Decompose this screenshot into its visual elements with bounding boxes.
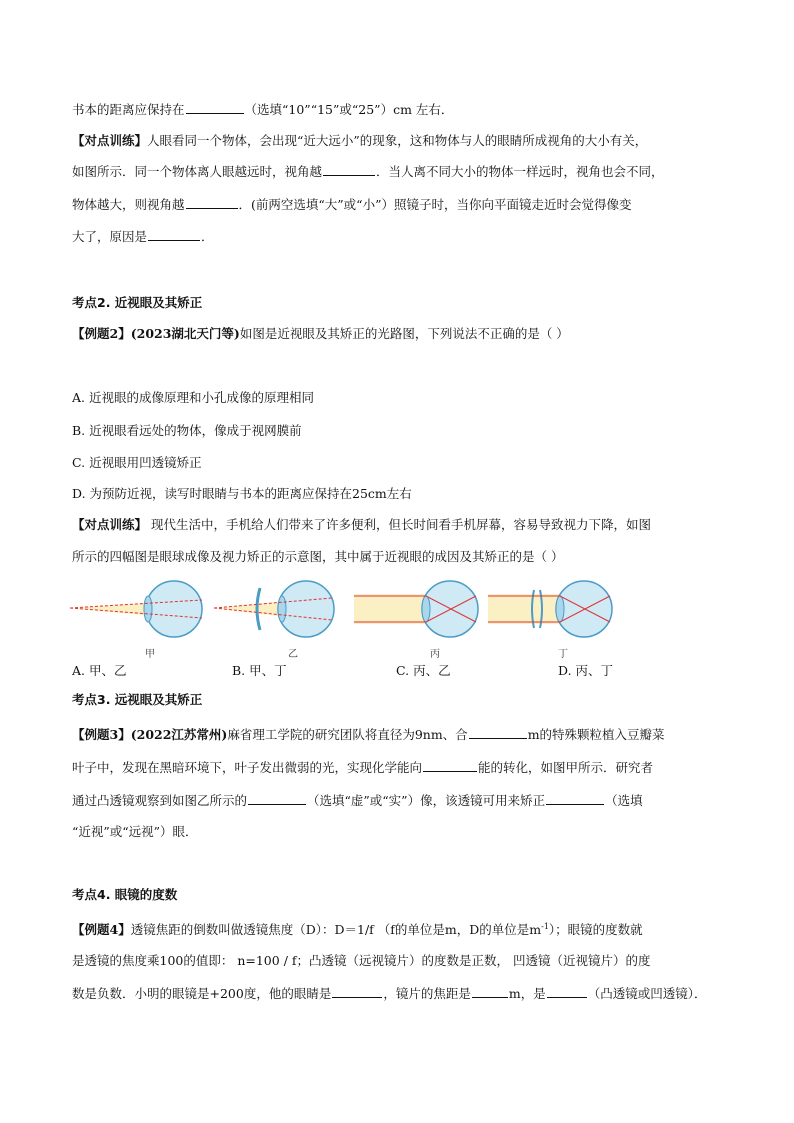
train1-line2 — [72, 163, 664, 181]
example4-text: 透镜焦距的倒数叫做透镜焦度（D）：D＝1/f （f的单位是m，D的单位是m — [130, 922, 542, 938]
train1-text: 大了，原因是 — [72, 229, 148, 244]
example-text: 如图是近视眼及其矫正的光路图，下列说法不正确的是（ ） — [239, 326, 569, 341]
example-tag: 【例题4】 — [72, 922, 131, 938]
figure-label-jia: 甲 — [145, 649, 155, 660]
choice-a[interactable]: A. 甲、乙 — [72, 663, 127, 678]
choice-b[interactable]: B. 甲、丁 — [232, 663, 287, 678]
train2-line2: 所示的四幅图是眼球成像及视力矫正的示意图，其中属于近视眼的成因及其矫正的是（ ） — [72, 549, 564, 564]
example4-line2: 是透镜的焦度乘100的值即： n=100 / f；凸透镜（远视镜片）的度数是正数， 凹透镜（近视镜片）的度 — [72, 953, 651, 968]
intro-text: 书本的距离应保持在 — [72, 102, 185, 117]
eye-diagram-jia — [68, 578, 208, 642]
example4-text: （凸透镜或凹透镜）． — [587, 986, 707, 1001]
choice-d[interactable]: D. 丙、丁 — [558, 663, 614, 678]
example3-text: m的特殊颗粒植入豆瓣菜 — [527, 727, 665, 742]
section-heading-3: 考点3. 远视眼及其矫正 — [72, 692, 203, 707]
example3-text: （选填 — [605, 793, 643, 808]
example3-text: 能的转化，如图甲所示．研究者 — [478, 760, 654, 775]
train2-line1 — [72, 516, 651, 534]
train-tag: 【对点训练】 — [72, 133, 148, 148]
answer-blank[interactable] — [469, 726, 527, 739]
unit-exponent: -1 — [541, 922, 549, 931]
train1-line3 — [72, 196, 631, 214]
example3-text: 叶子中，发现在黑暗环境下，叶子发出微弱的光，实现化学能向 — [72, 760, 423, 775]
light-beam — [354, 594, 426, 624]
train1-text: 人眼看同一个物体，会出现“近大远小”的现象，这和物体与人的眼睛所成视角的大小有关， — [147, 133, 648, 148]
option-d[interactable]: D. 为预防近视，读写时眼睛与书本的距离应保持在25cm左右 — [72, 486, 412, 501]
eye-diagram-yi — [212, 578, 342, 642]
example-source: (2022江苏常州) — [130, 727, 228, 742]
example3-line4: “近视”或“远视”）眼． — [72, 824, 198, 839]
eye-lens — [556, 596, 564, 622]
example3-text: 麻省理工学院的研究团队将直径为9nm、合 — [227, 727, 468, 742]
option-a[interactable]: A. 近视眼的成像原理和小孔成像的原理相同 — [72, 390, 314, 405]
train1-line1 — [72, 132, 647, 150]
train2-text: 现代生活中，手机给人们带来了许多便利，但长时间看手机屏幕，容易导致视力下降，如图 — [147, 517, 651, 532]
answer-blank[interactable] — [248, 792, 306, 805]
section-heading-4: 考点4. 眼镜的度数 — [72, 887, 178, 902]
light-beam — [488, 594, 560, 624]
answer-blank[interactable] — [323, 163, 375, 176]
choice-c[interactable]: C. 丙、乙 — [396, 663, 451, 678]
example3-text: （选填“虚”或“实”）像，该透镜可用来矫正 — [307, 793, 546, 808]
eye-diagram-bing — [352, 578, 482, 642]
train1-text: ．(前两空选填“大”或“小”）照镜子时，当你向平面镜走近时会觉得像变 — [238, 197, 632, 212]
answer-blank[interactable] — [148, 228, 200, 241]
example3-text: 通过凸透镜观察到如图乙所示的 — [72, 793, 248, 808]
example-tag: 【例题3】 — [72, 727, 131, 742]
example4-text: ，镜片的焦距是 — [383, 986, 471, 1001]
answer-blank[interactable] — [186, 101, 244, 114]
option-c[interactable]: C. 近视眼用凹透镜矫正 — [72, 455, 202, 470]
example3-line3 — [72, 792, 643, 810]
example2-stem — [72, 325, 569, 343]
answer-blank[interactable] — [186, 196, 238, 209]
example4-text: 数是负数．小明的眼镜是+200度，他的眼睛是 — [72, 986, 332, 1001]
example4-text: m，是 — [508, 986, 546, 1001]
answer-blank[interactable] — [423, 759, 477, 772]
eyeball — [146, 581, 202, 637]
answer-blank[interactable] — [472, 985, 508, 998]
answer-blank[interactable] — [546, 792, 604, 805]
example3-line1 — [72, 726, 665, 744]
figure-label-ding: 丁 — [558, 649, 568, 660]
eye-lens — [144, 596, 152, 622]
train1-text: 物体越大，则视角越 — [72, 197, 185, 212]
train1-line4 — [72, 228, 214, 246]
option-b[interactable]: B. 近视眼看远处的物体，像成于视网膜前 — [72, 423, 302, 438]
train-tag: 【对点训练】 — [72, 517, 148, 532]
answer-blank[interactable] — [547, 985, 587, 998]
eye-lens — [422, 596, 430, 622]
example-source: (2023湖北天门等) — [130, 326, 240, 341]
train1-text: 如图所示．同一个物体离人眼越远时，视角越 — [72, 164, 323, 179]
train1-text: ． — [201, 229, 214, 244]
example4-text: ）；眼镜的度数就 — [548, 922, 643, 938]
eye-diagram-ding — [486, 578, 616, 642]
intro-text-2: （选填“10”“15”或“25”）cm 左右． — [244, 102, 454, 117]
train1-text: ．当人离不同大小的物体一样远时，视角也会不同， — [376, 164, 664, 179]
example3-line2 — [72, 759, 653, 777]
figure-label-yi: 乙 — [288, 649, 298, 660]
eye-lens — [278, 596, 286, 622]
figure-label-bing: 丙 — [430, 649, 440, 660]
example4-line3 — [72, 985, 706, 1003]
example-tag: 【例题2】 — [72, 326, 131, 341]
example4-line1 — [72, 918, 643, 939]
answer-blank[interactable] — [332, 985, 382, 998]
intro-line — [72, 101, 453, 119]
section-heading-2: 考点2. 近视眼及其矫正 — [72, 295, 203, 310]
